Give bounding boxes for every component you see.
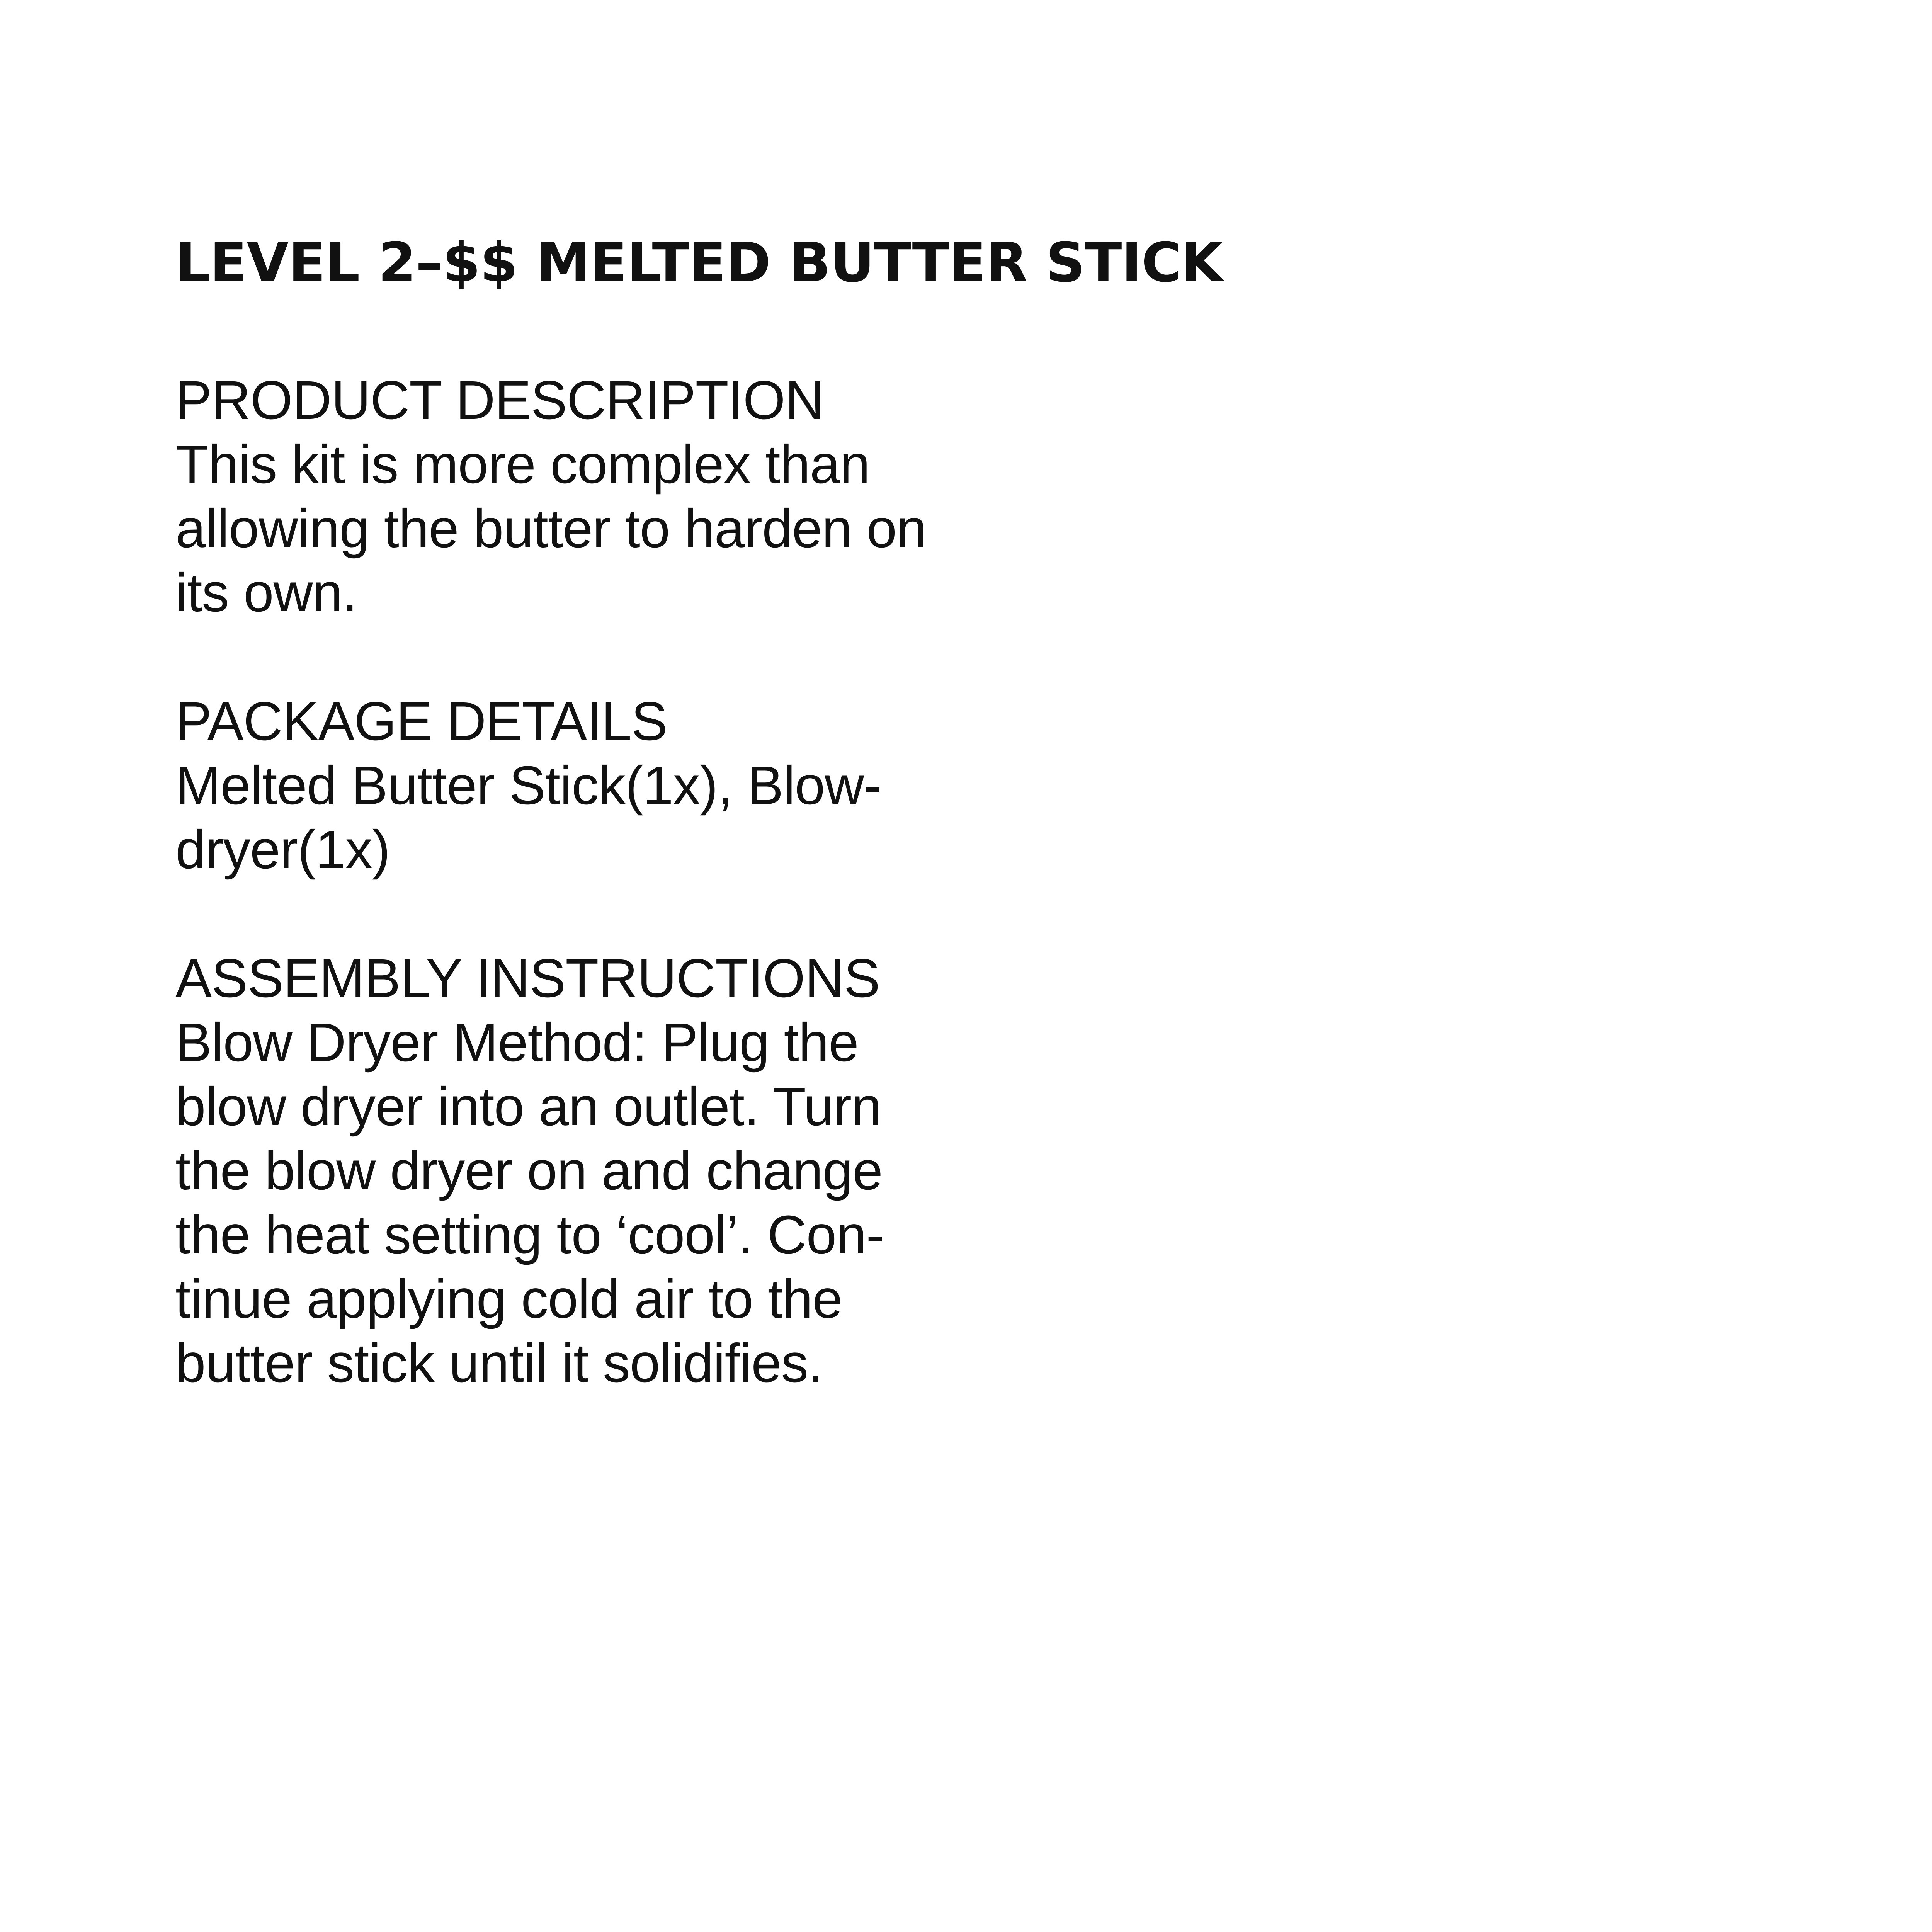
body-line: butter stick until it solidifies.: [175, 1332, 823, 1393]
body-line: the heat setting to ‘cool’. Con-: [175, 1204, 884, 1265]
section-heading: PRODUCT DESCRIPTION: [175, 369, 824, 430]
section-heading: ASSEMBLY INSTRUCTIONS: [175, 947, 880, 1009]
body-line: allowing the butter to harden on: [175, 498, 927, 559]
section-assembly-instructions: [175, 946, 1006, 1395]
body-line: dryer(1x): [175, 819, 390, 880]
body-line: blow dryer into an outlet. Turn: [175, 1076, 881, 1137]
body-line: Blow Dryer Method: Plug the: [175, 1012, 859, 1073]
content-body: [175, 368, 1006, 1459]
body-line: This kit is more complex than: [175, 434, 870, 495]
body-line: Melted Butter Stick(1x), Blow-: [175, 755, 882, 816]
body-line: tinue applying cold air to the: [175, 1268, 842, 1329]
page-title: LEVEL 2–$$ MELTED BUTTER STICK: [175, 231, 1223, 294]
body-line: its own.: [175, 562, 357, 623]
section-package-details: [175, 689, 1006, 881]
body-line: the blow dryer on and change: [175, 1140, 883, 1201]
section-heading: PACKAGE DETAILS: [175, 690, 667, 752]
section-product-description: [175, 368, 1006, 624]
